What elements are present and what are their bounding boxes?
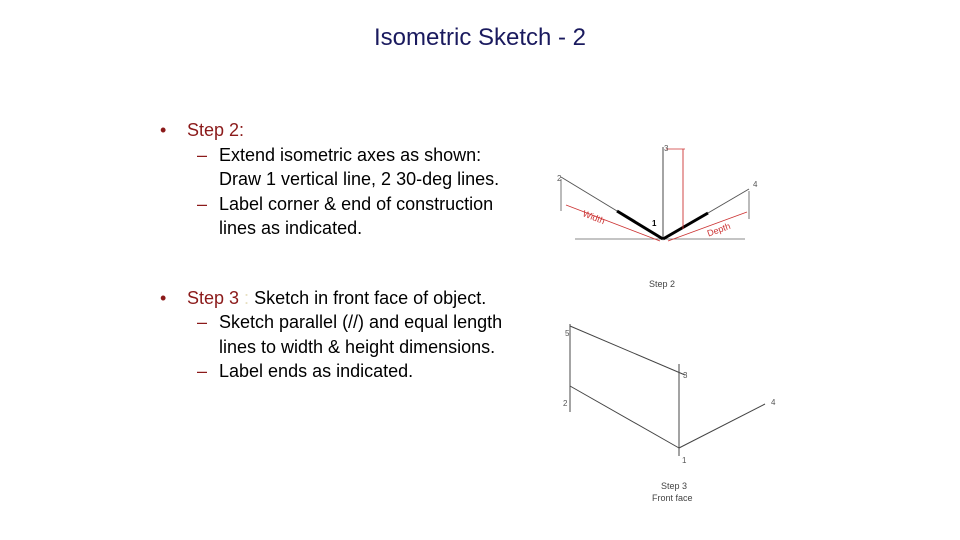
step2-subitem (160, 192, 520, 241)
label-1: 1 (652, 219, 657, 228)
step3-subitem-text: Label ends as indicated. (219, 361, 414, 381)
step3-subitem-text: Sketch parallel (//) and equal length lines to width & height dimensions. (219, 312, 503, 357)
bullet-list (160, 118, 520, 384)
right-iso-line (663, 213, 708, 239)
label-2: 2 (557, 174, 562, 183)
label-3: 3 (683, 371, 688, 380)
bottom-edge (570, 386, 679, 448)
step3-caption-sub: Front face (652, 493, 693, 503)
step2-diagram (545, 135, 785, 295)
width-dimension (566, 205, 660, 241)
depth-label: Depth (705, 220, 732, 239)
step3-separator: : (239, 287, 255, 308)
step3-subitem (160, 359, 520, 384)
label-3: 3 (664, 144, 669, 153)
step2-bullet (160, 118, 520, 143)
step2-heading: Step 2: (187, 120, 245, 140)
top-edge (570, 326, 685, 375)
right-extension (708, 189, 749, 213)
right-extension (679, 404, 765, 448)
step3-figure (545, 310, 790, 510)
step2-subitem-text: Extend isometric axes as shown: Draw 1 vertical line, 2 30-deg lines. (219, 144, 500, 189)
bullet-marker: • (160, 287, 167, 308)
bullet-marker: • (160, 120, 167, 140)
step2-figure (545, 135, 785, 295)
dash-marker: – (197, 144, 208, 165)
step3-caption: Step 3 (661, 481, 688, 491)
dash-marker: – (197, 193, 208, 214)
step3-subitem (160, 310, 520, 359)
step3-diagram (545, 310, 790, 510)
label-5: 5 (565, 329, 570, 338)
dash-marker: – (197, 361, 208, 381)
dash-marker: – (197, 312, 208, 332)
step2-caption: Step 2 (649, 279, 676, 289)
step3-heading: Step 3 (187, 287, 240, 308)
label-4: 4 (771, 398, 776, 407)
label-1: 1 (682, 456, 687, 465)
label-4: 4 (753, 180, 758, 189)
slide-title: Isometric Sketch - 2 (373, 24, 587, 51)
step2-subitem (160, 143, 520, 192)
step3-text: Sketch in front face of object. (254, 287, 487, 308)
width-label: Width (581, 208, 607, 227)
step3-bullet (160, 286, 520, 311)
label-2: 2 (563, 399, 568, 408)
step2-subitem-text: Label corner & end of construction lines as indicated. (219, 193, 494, 238)
